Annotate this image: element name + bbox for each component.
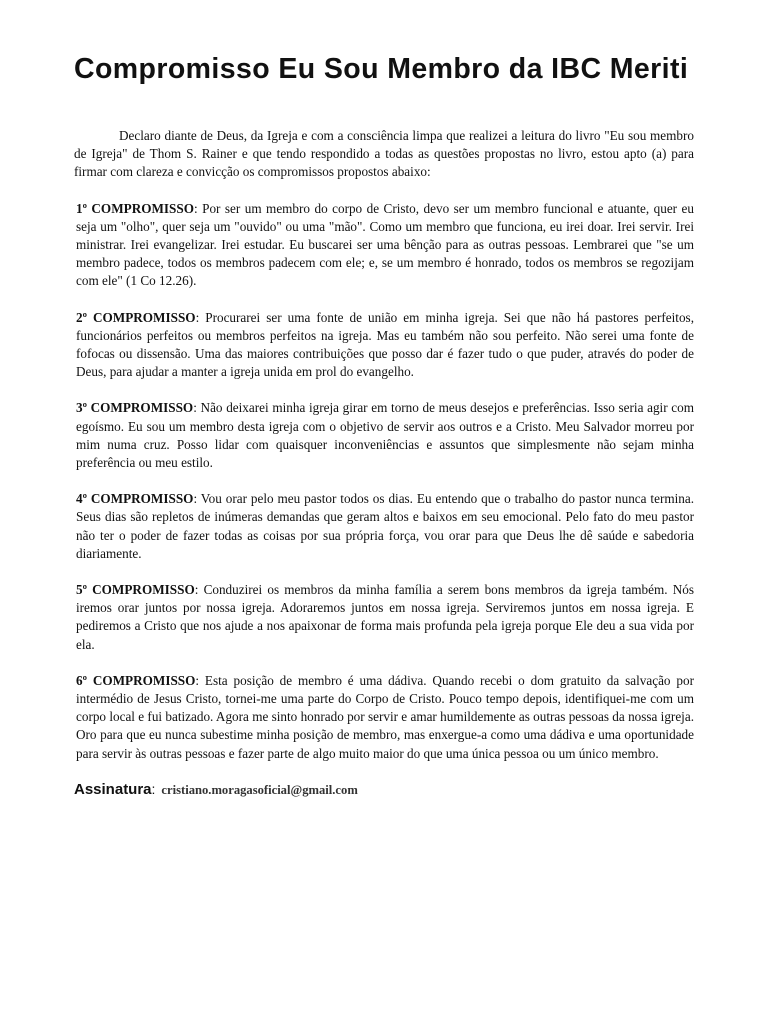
signature-colon: : [151,780,156,797]
commitment-3 [74,399,694,472]
signature-email: cristiano.moragasoficial@gmail.com [161,782,358,797]
commitment-text: : Procurarei ser uma fonte de união em minha igreja. Sei que não há pastores perfeitos, funcionários perfeitos ou membros perfeitos na igreja. Mas eu também não sou perfeito. Não serei uma fonte de fofocas ou dissensão. Uma das maiores contribuições que posso dar é fazer tudo o que puder, através do poder de Deus, para ajudar a manter a igreja unida em prol do evangelho. [76,309,694,380]
commitment-label: 1º COMPROMISSO [76,200,194,216]
intro-paragraph: Declaro diante de Deus, da Igreja e com a consciência limpa que realizei a leitura do livro "Eu sou membro de Igreja" de Thom S. Rainer e que tendo respondido a todas as questões propostas no livro, estou apto (a) para firmar com clareza e convicção os compromissos propostos abaixo: [74,128,694,180]
document-page [74,52,694,799]
commitment-text: : Esta posição de membro é uma dádiva. Quando recebi o dom gratuito da salvação por intermédio de Jesus Cristo, tornei-me uma parte do Corpo de Cristo. Pouco tempo depois, identifiquei-me com um corpo local e fui batizado. Agora me sinto honrado por servir e amar humildemente as outras pessoas da nossa igreja. Oro para que eu nunca subestime minha posição de membro, mas enxergue-a como uma dádiva e uma oportunidade para servir às outras pessoas e fazer parte de algo muito maior do que uma única pessoa ou um único membro. [76,672,694,761]
commitment-label: 2º COMPROMISSO [76,309,196,325]
commitment-text: : Não deixarei minha igreja girar em torno de meus desejos e preferências. Isso seria agir com egoísmo. Eu sou um membro desta igreja com o objetivo de servir aos outros e a Cristo. Meu Salvador morreu por mim numa cruz. Posso lidar com quaisquer inconveniências e assuntos que simplesmente não sejam minha preferência ou meu estilo. [76,400,694,471]
commitment-label: 5º COMPROMISSO [76,582,195,598]
commitment-6 [74,672,694,763]
commitment-text: : Por ser um membro do corpo de Cristo, devo ser um membro funcional e atuante, quer eu seja um "olho", quer seja um "ouvido" ou uma "mão". Como um membro que funciona, eu irei doar. Irei servir. Irei ministrar. Irei evangelizar. Irei estudar. Eu buscarei ser uma bênção para as outras pessoas. Lembrarei que "se um membro padece, todos os membros padecem com ele; e, se um membro é honrado, todos os membros se regozijam com ele" (1 Co 12.26). [76,200,694,289]
commitment-5 [74,581,694,654]
document-title: Compromisso Eu Sou Membro da IBC Meriti [74,53,689,85]
signature-line [74,781,694,799]
commitment-1 [74,200,694,291]
commitment-label: 3º COMPROMISSO [76,400,194,416]
commitment-2 [74,309,694,382]
commitment-label: 6º COMPROMISSO [76,672,196,688]
commitment-4 [74,490,694,563]
signature-label: Assinatura [74,780,152,798]
commitment-text: : Conduzirei os membros da minha família a serem bons membros da igreja também. Nós iremos orar juntos por nossa igreja. Adoraremos juntos em nossa igreja. Serviremos juntos em nossa igreja. E pediremos a Cristo que nos ajude a nos apaixonar de forma mais profunda pela igreja porque Ele deu a sua vida por ela. [76,582,694,652]
commitment-text: : Vou orar pelo meu pastor todos os dias. Eu entendo que o trabalho do pastor nunca termina. Seus dias são repletos de inúmeras demandas que geram altos e baixos em seu emocional. Pelo fato do meu pastor não ter o poder de fazer todas as coisas por sua própria força, vou orar para que Deus lhe dê saúde e sabedoria diariamente. [76,491,694,561]
commitment-label: 4º COMPROMISSO [76,491,194,507]
